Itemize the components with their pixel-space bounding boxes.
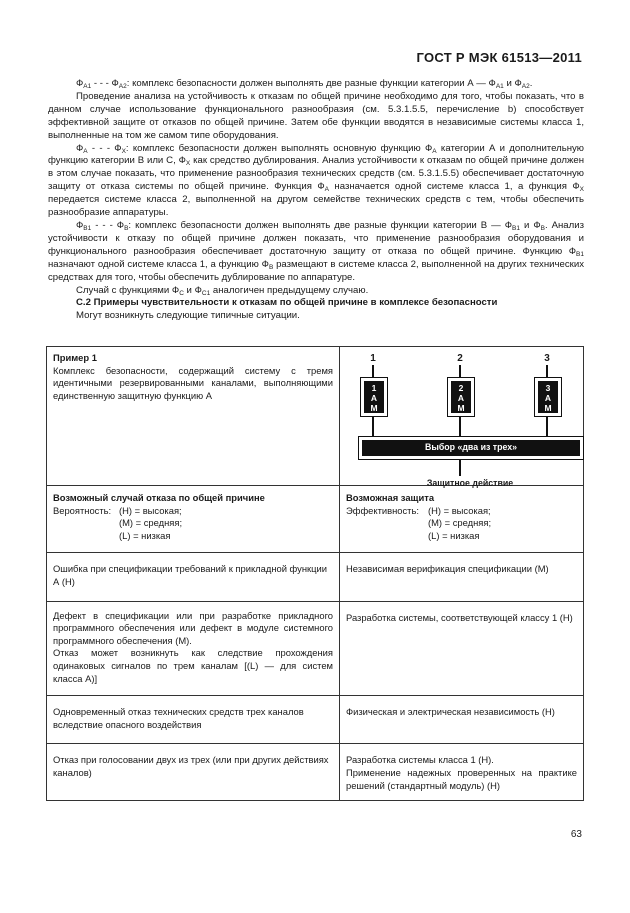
channel-3-box: 3 А М: [534, 377, 562, 417]
cause-column-title: Возможный случай отказа по общей причине: [53, 492, 265, 503]
eff-level-low: (L) = низкая: [428, 529, 480, 541]
protection-cell: Независимая верификация спецификации (М): [340, 553, 584, 601]
probability-label: Вероятность:: [53, 504, 112, 516]
cause-cell: Одновременный отказ технических средств трех каналов вследствие опасного воздействия: [47, 696, 340, 744]
example-row: [47, 347, 584, 486]
paragraph-fa1: $Ф_{A1}$ - - - $Ф_{A2}$: комплекс безопасности должен выполнять две разные функции категории А — $Ф_{A1}$ и $Ф_{A2}$.: [76, 78, 533, 90]
paragraph-fc: Случай с функциями $Ф_C$ и $Ф_{C1}$ аналогичен предыдущему случаю.: [76, 284, 369, 297]
body-text: [48, 78, 584, 323]
section-heading: С.2 Примеры чувствительности к отказам по общей причине в комплексе безопасности: [76, 297, 498, 309]
channel-1-number: 1: [370, 353, 376, 364]
page-number: 63: [570, 829, 582, 840]
paragraph-fa-fx: $Ф_A$ - - - $Ф_X$: комплекс безопасности должен выполнять основную функцию $Ф_A$ категории А и дополнительную функцию категории В или С, $Ф_X$ как средство дублирования. Анализ устойчивости к отказам по общей причине должен в этом случае показать, что применение разнообразия технических средств (см. 5.3.1.5.5) обеспечивает достаточную защиту от отказа системы по общей причине. Функция $Ф_A$ назначается одной системе класса 1, а функция $Ф_X$ передается системе класса 2, выполненной на другом семействе технических средств с тем, чтобы обеспечить разнообразие аппаратуры.: [48, 142, 585, 219]
example-description-cell: [47, 347, 340, 486]
channel-diagram: [350, 351, 577, 488]
protective-action-label: Защитное действие: [426, 478, 514, 488]
cause-header-cell: [47, 486, 340, 553]
cause-cell: Ошибка при спецификации требований к прикладной функции А (Н): [47, 553, 340, 601]
level-high: (Н) = высокая;: [119, 504, 182, 516]
channel-1-box: 1 А М: [360, 377, 388, 417]
table-row: [47, 553, 584, 601]
paragraph-intro: Могут возникнуть следующие типичные ситуации.: [76, 310, 300, 322]
paragraph-analysis: Проведение анализа на устойчивость к отказам по общей причине необходимо для того, чтобы показать, что в данном случае использование функционального разнообразия (см. 5.3.1.5.5, перечисление b) способствует эффективной защите от отказов по общей причине. Затем обе функции вводятся в независимые системы класса 1, выполненные на том же самом типе оборудования.: [48, 90, 584, 141]
table-row: [47, 696, 584, 744]
example-text: Комплекс безопасности, содержащий систему с тремя идентичными резервированными каналами, выполняющими единственную защитную функцию А: [53, 364, 333, 401]
example-table: [46, 346, 584, 801]
table-row: [47, 601, 584, 696]
protection-header-cell: [340, 486, 584, 553]
protection-cell: Разработка системы класса 1 (Н). Применение надежных проверенных на практике решений (стандартный модуль) (Н): [340, 744, 584, 801]
example-title: Пример 1: [53, 352, 97, 363]
eff-level-high: (Н) = высокая;: [428, 504, 491, 516]
table-header-row: [47, 486, 584, 553]
eff-level-medium: (М) = средняя;: [428, 517, 492, 529]
cause-cell: Дефект в спецификации или при разработке прикладного программного обеспечения или дефект в модуле системного программного обеспечения (М). Отказ может возникнуть как следствие прохождения одинаковых сигналов по трем каналам [(L) — для систем класса А)]: [47, 601, 340, 696]
table-row: [47, 744, 584, 801]
protection-cell: Разработка системы, соответствующей классу 1 (Н): [340, 601, 584, 696]
vote-box: Выбор «два из трех»: [358, 436, 584, 460]
level-medium: (М) = средняя;: [119, 517, 183, 529]
channel-3-number: 3: [544, 353, 550, 364]
cause-cell: Отказ при голосовании двух из трех (или при других действиях каналов): [47, 744, 340, 801]
level-low: (L) = низкая: [119, 529, 171, 541]
protection-cell: Физическая и электрическая независимость (Н): [340, 696, 584, 744]
protection-column-title: Возможная защита: [346, 492, 435, 503]
channel-2-box: 2 А М: [447, 377, 475, 417]
diagram-cell: [340, 347, 584, 486]
paragraph-fb1: $Ф_{B1}$ - - - $Ф_B$: комплекс безопасности должен выполнять две разные функции категории В — $Ф_{B1}$ и $Ф_B$. Анализ устойчивости к отказу по общей причине должен показать, что применение разнообразия оборудования и функционального разнообразия обеспечивает достаточную защиту от отказа по общей причине. Функцию $Ф_{B1}$ назначают одной системе класса 1, а функцию $Ф_B$ размещают в системе класса 2, выполненной на других технических средствах для того, чтобы обеспечить дублирование по аппаратуре.: [48, 219, 584, 283]
document-header: ГОСТ Р МЭК 61513—2011: [416, 50, 582, 65]
channel-2-number: 2: [457, 353, 463, 364]
effectiveness-label: Эффективность:: [346, 504, 419, 516]
